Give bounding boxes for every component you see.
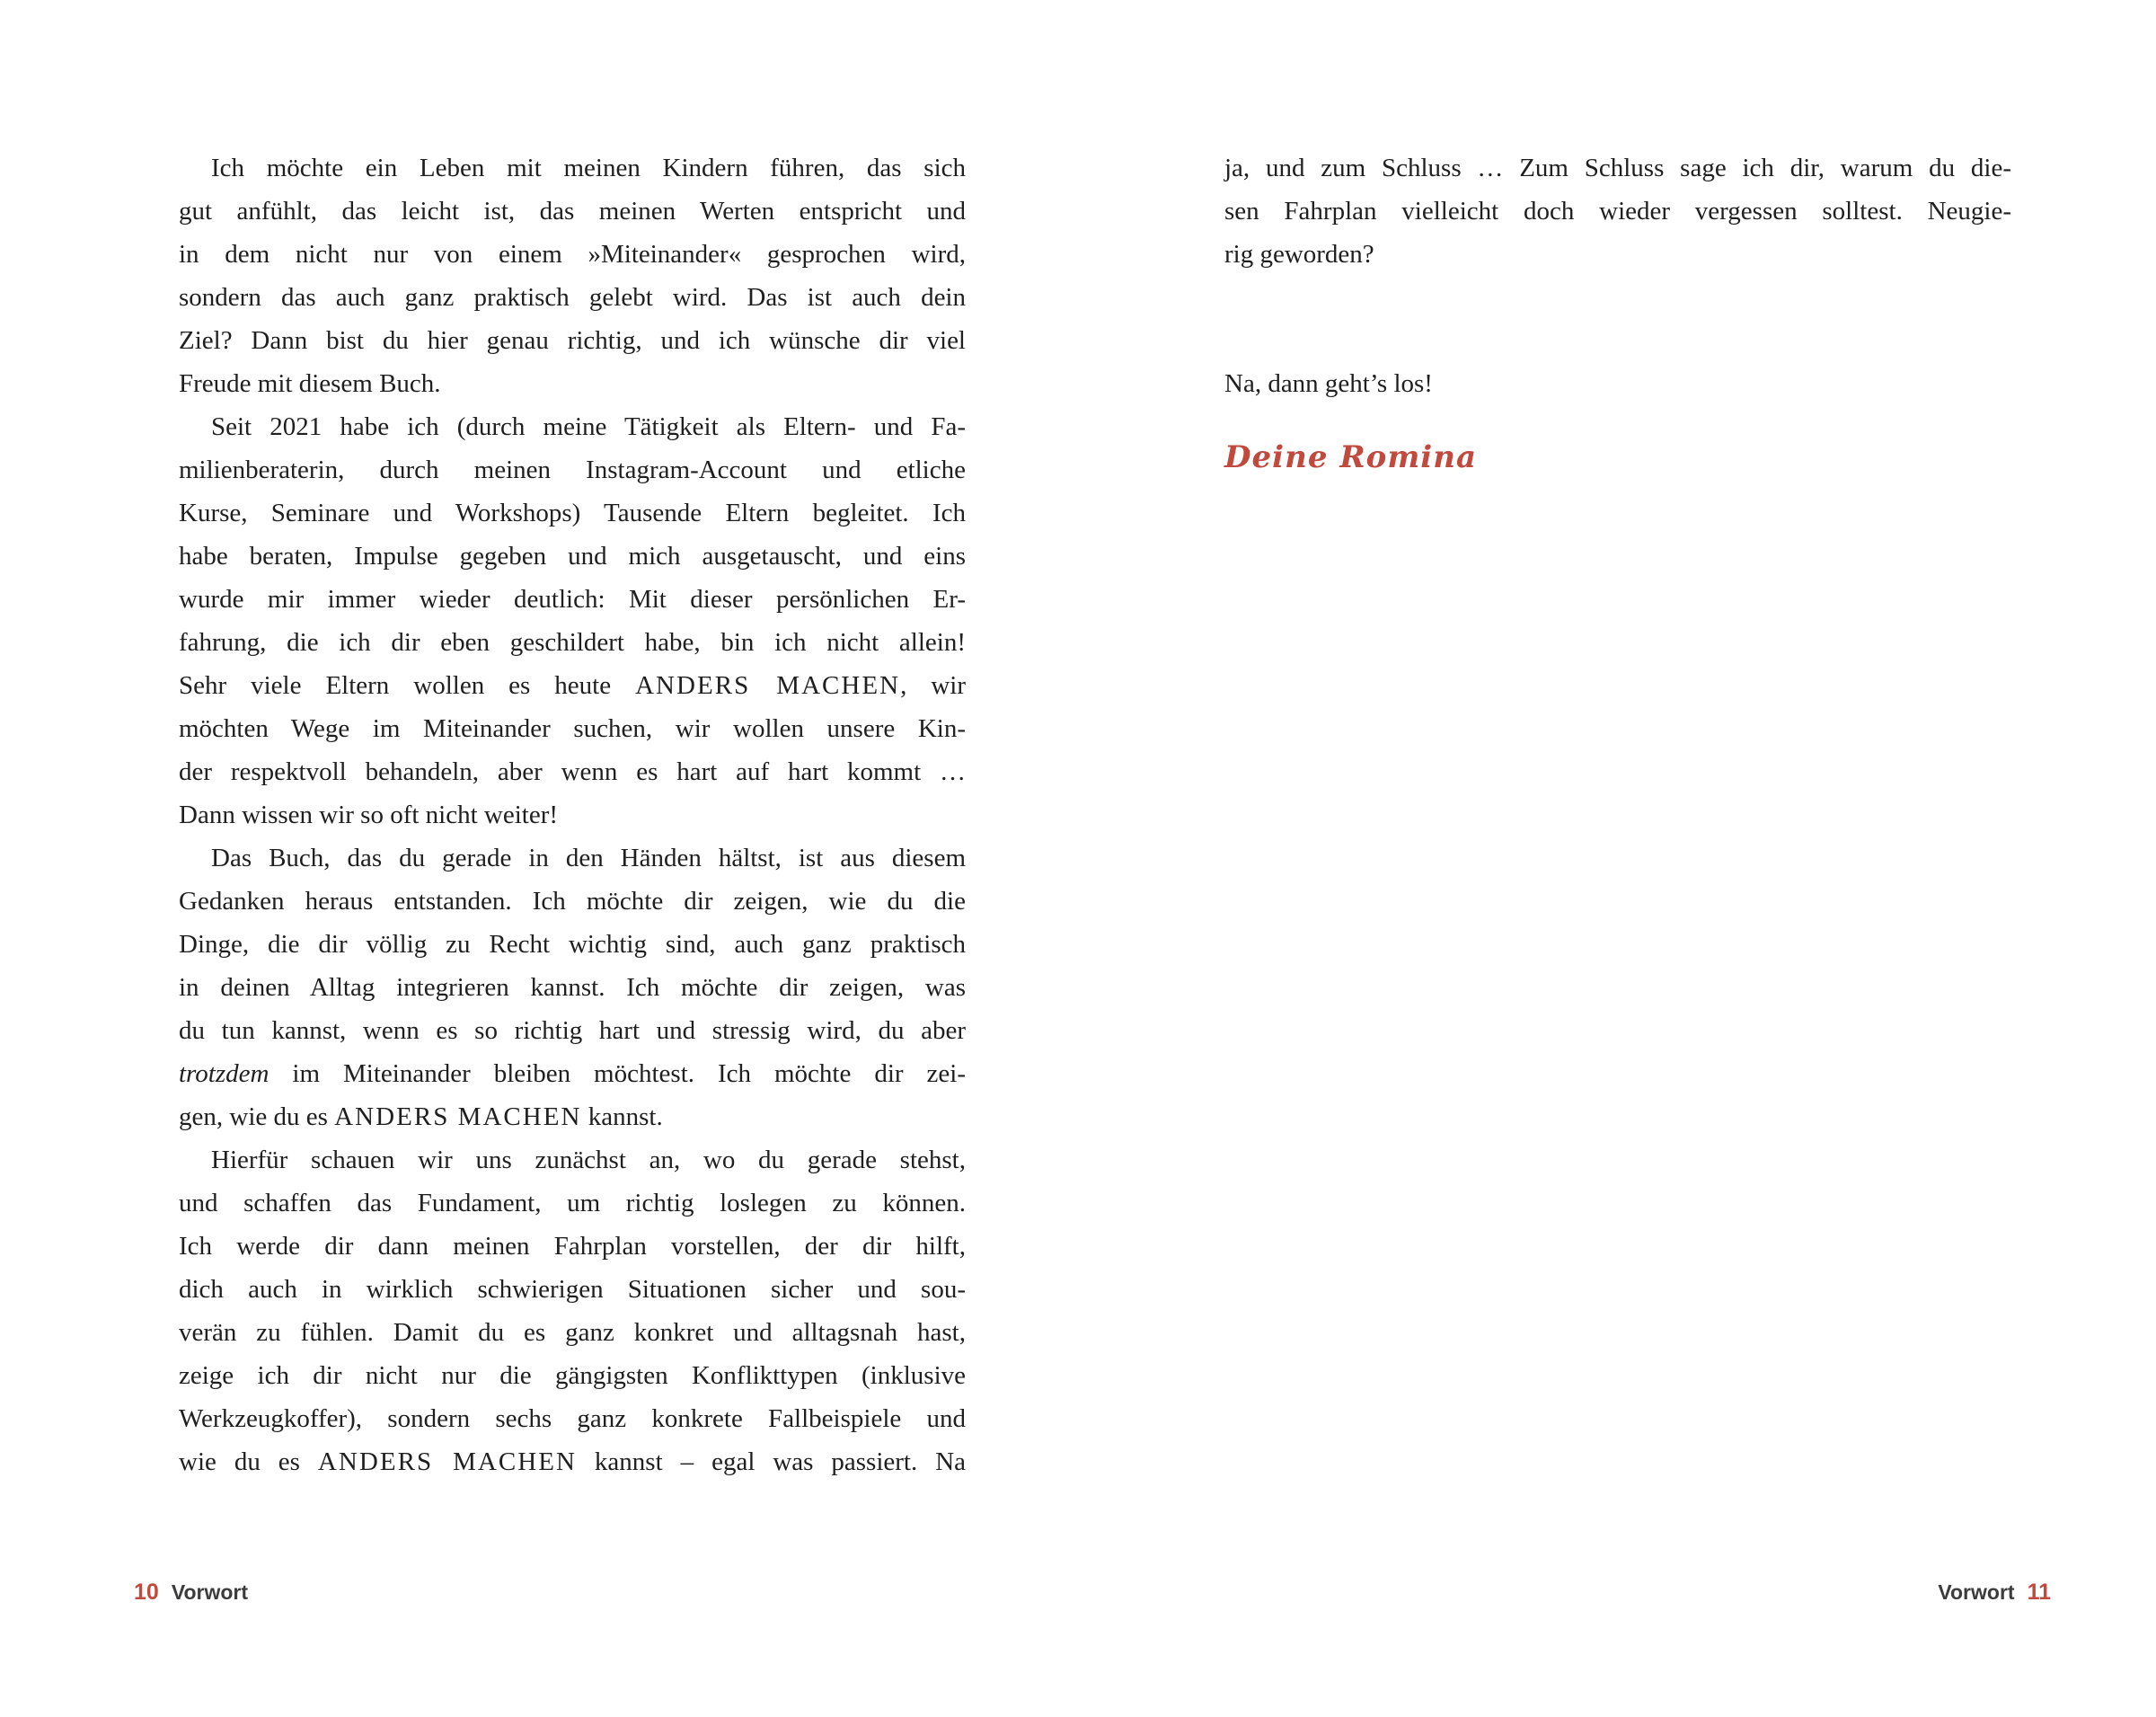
- text-line: Freude mit diesem Buch.: [179, 369, 441, 398]
- paragraph: [179, 146, 966, 405]
- text-line: Dinge, die dir völlig zu Recht wichtig sind, auch ganz praktisch: [179, 930, 966, 959]
- text-line: verän zu fühlen. Damit du es ganz konkret und alltagsnah hast,: [179, 1318, 966, 1347]
- text-line: möchten Wege im Miteinander suchen, wir wollen unsere Kin-: [179, 714, 966, 743]
- text-line: in deinen Alltag integrieren kannst. Ich möchte dir zeigen, was: [179, 973, 966, 1002]
- text-line: Dann wissen wir so oft nicht weiter!: [179, 801, 559, 829]
- paragraph: [179, 1138, 966, 1483]
- paragraph: [1224, 146, 2011, 276]
- text-line: in dem nicht nur von einem »Miteinander« gesprochen wird,: [179, 240, 966, 269]
- left-page-number: 10: [134, 1580, 159, 1605]
- text-line: sen Fahrplan vielleicht doch wieder vergessen solltest. Neugie-: [1224, 197, 2011, 226]
- text-line: ja, und zum Schluss … Zum Schluss sage ich dir, warum du die-: [1224, 154, 2011, 182]
- text-line: sondern das auch ganz praktisch gelebt wird. Das ist auch dein: [179, 283, 966, 312]
- text-line: wie du es ANDERS MACHEN kannst – egal was passiert. Na: [179, 1447, 967, 1476]
- right-footer-section-label: Vorwort: [1938, 1580, 2015, 1604]
- text-line: gen, wie du es ANDERS MACHEN kannst.: [179, 1102, 663, 1131]
- text-line: zeige ich dir nicht nur die gängigsten Konflikttypen (inklusive: [179, 1361, 966, 1390]
- right-page-number: 11: [2027, 1580, 2051, 1605]
- text-line: fahrung, die ich dir eben geschildert habe, bin ich nicht allein!: [179, 628, 966, 657]
- text-line: Ich möchte ein Leben mit meinen Kindern führen, das sich: [211, 154, 966, 182]
- paragraph: [179, 405, 966, 836]
- text-line: Werkzeugkoffer), sondern sechs ganz konkrete Fallbeispiele und: [179, 1404, 966, 1433]
- text-line: Das Buch, das du gerade in den Händen hältst, ist aus diesem: [211, 844, 966, 872]
- text-line: milienberaterin, durch meinen Instagram-Account und etliche: [179, 456, 966, 484]
- text-line: Hierfür schauen wir uns zunächst an, wo du gerade stehst,: [211, 1146, 966, 1174]
- text-line: habe beraten, Impulse gegeben und mich ausgetauscht, und eins: [179, 542, 966, 571]
- text-line: Gedanken heraus entstanden. Ich möchte dir zeigen, wie du die: [179, 887, 966, 916]
- text-line: und schaffen das Fundament, um richtig loslegen zu können.: [179, 1189, 966, 1217]
- text-line: Sehr viele Eltern wollen es heute ANDERS MACHEN, wir: [179, 671, 966, 700]
- left-footer-section-label: Vorwort: [171, 1580, 248, 1604]
- text-line: Kurse, Seminare und Workshops) Tausende Eltern begleitet. Ich: [179, 499, 966, 527]
- text-line: trotzdem im Miteinander bleiben möchtest. Ich möchte dir zei-: [179, 1059, 966, 1088]
- text-line: Seit 2021 habe ich (durch meine Tätigkeit als Eltern- und Fa-: [211, 412, 966, 441]
- text-line: gut anfühlt, das leicht ist, das meinen Werten entspricht und: [179, 197, 966, 226]
- text-line: rig geworden?: [1224, 240, 1374, 269]
- left-page-text: [179, 146, 966, 1483]
- text-line: der respektvoll behandeln, aber wenn es hart auf hart kommt …: [179, 757, 966, 786]
- text-line: du tun kannst, wenn es so richtig hart und stressig wird, du aber: [179, 1016, 966, 1045]
- text-line: dich auch in wirklich schwierigen Situationen sicher und sou-: [179, 1275, 966, 1304]
- closing-line: Na, dann geht’s los!: [1224, 369, 1433, 398]
- paragraph: [179, 836, 966, 1138]
- right-page-footer: [1938, 1580, 2051, 1606]
- author-signature: Deine Romina: [1224, 439, 1478, 475]
- text-line: Ich werde dir dann meinen Fahrplan vorstellen, der dir hilft,: [179, 1232, 966, 1261]
- text-line: wurde mir immer wieder deutlich: Mit dieser persönlichen Er-: [179, 585, 966, 614]
- left-page-footer: [134, 1580, 248, 1606]
- text-line: Ziel? Dann bist du hier genau richtig, und ich wünsche dir viel: [179, 326, 966, 355]
- right-page-text: [1224, 146, 2011, 276]
